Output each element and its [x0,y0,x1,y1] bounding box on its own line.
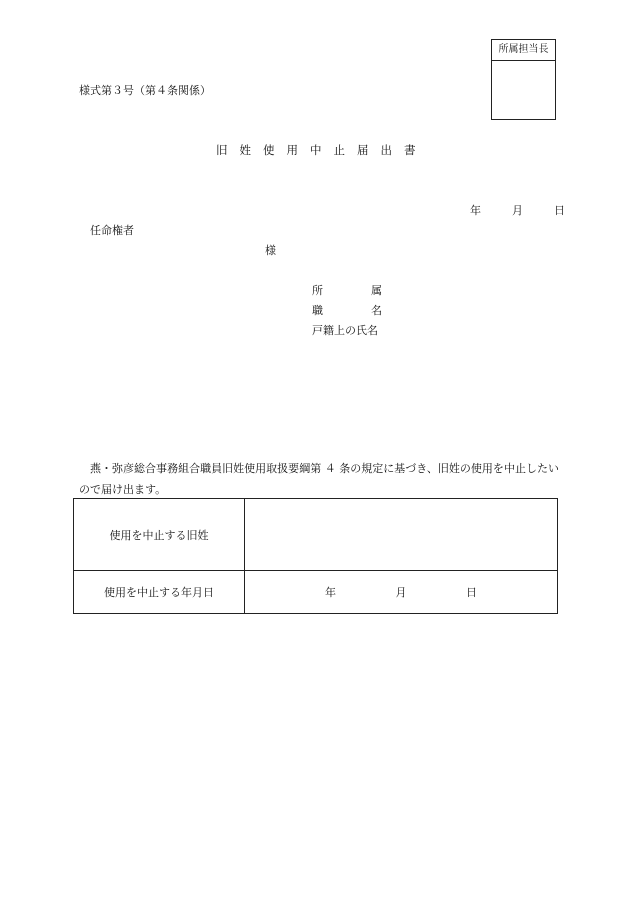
date-day-label: 日 [554,204,565,217]
date-month-label: 月 [512,204,523,217]
affiliation-label: 所 属 [312,284,382,297]
stamp-box-label: 所属担当長 [492,40,555,61]
approval-stamp-box [491,39,556,120]
stop-date-field[interactable] [245,571,558,614]
addressee: 任命権者 [90,224,134,237]
position-label: 職 名 [312,304,382,317]
stop-date-label: 使用を中止する年月日 [74,571,245,614]
document-title: 旧姓使用中止届出書 [216,143,428,157]
registered-name-label: 戸籍上の氏名 [312,324,378,337]
former-surname-field[interactable] [245,499,558,571]
form-number: 様式第３号（第４条関係） [79,84,211,97]
table-row [74,499,558,571]
stop-date-month: 月 [395,586,407,599]
submission-date [470,202,565,218]
date-year-label: 年 [470,204,481,217]
former-surname-label: 使用を中止する旧姓 [74,499,245,571]
stop-date-year: 年 [325,586,336,599]
statement-text: 燕・弥彦総合事務組合職員旧姓使用取扱要綱第 ４ 条の規定に基づき、旧姓の使用を中止したいので届け出ます。 [79,462,559,496]
addressee-honorific: 様 [265,244,276,257]
stop-date-day: 日 [466,586,477,599]
table-row [74,571,558,614]
submission-table [73,498,558,614]
